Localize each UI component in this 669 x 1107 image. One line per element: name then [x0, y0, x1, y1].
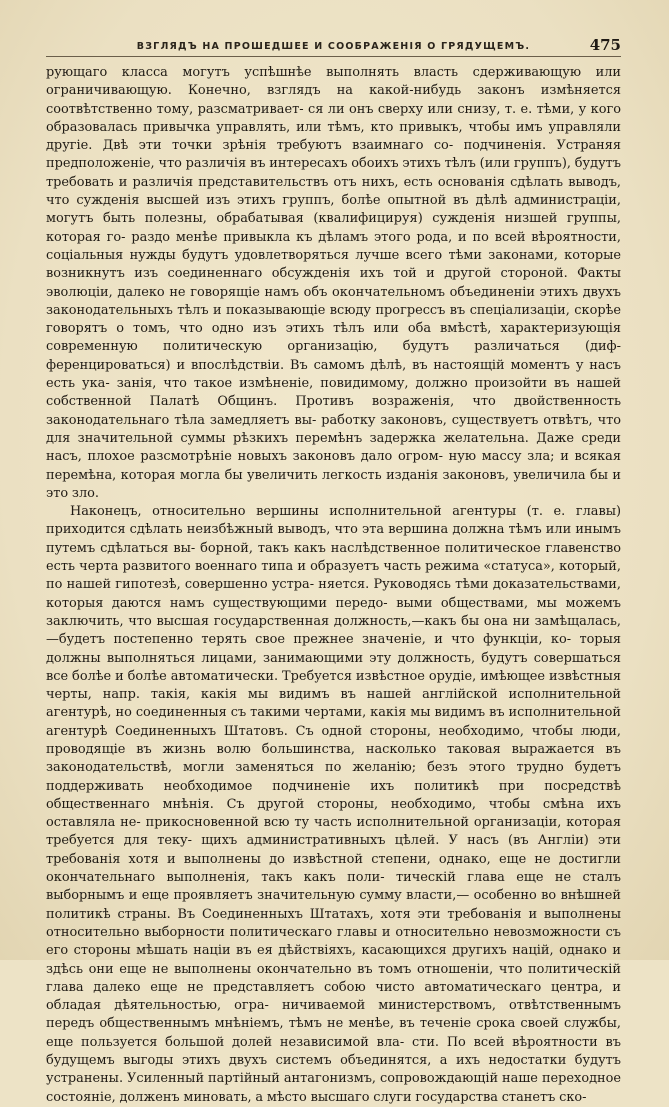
running-title: ВЗГЛЯДЪ НА ПРОШЕДШЕЕ И СООБРАЖЕНІЯ О ГРЯДУЩЕМЪ.: [136, 41, 531, 52]
page-number: 475: [589, 36, 621, 54]
paragraph-executive: Наконецъ, относительно вершины исполнительной агентуры (т. е. главы) приходится сдѣлать неизбѣжный выводъ, что эта вершина должна тѣмъ или инымъ путемъ сдѣлаться вы- борной, такъ какъ наслѣдственное политическое главенство есть черта развитого военнаго типа и образуетъ часть режима «статуса», который, по нашей гипотезѣ, совершенно устра- няется. Руководясь тѣми доказательствами, которыя даются намъ существующими передо- выми обществами, мы можемъ заключить, что высшая государственная должность,—какъ бы она ни замѣщалась,—будетъ постепенно терять свое прежнее значеніе, и что функціи, ко- торыя должны выполняться лицами, занимающими эту должность, будутъ совершаться все болѣе и болѣе автоматически. Требуется извѣстное орудіе, имѣющее извѣстныя черты, напр. такія, какія мы видимъ въ нашей англійской исполнительной агентурѣ, но соединенныя съ такими чертами, какія мы видимъ въ исполнительной агентурѣ Соединенныхъ Штатовъ. Съ одной стороны, необходимо, чтобы люди, проводящіе въ жизнь волю большинства, насколько таковая выражается въ законодательствѣ, могли заменяться по желанію; безъ этого трудно будетъ поддерживать необходимое подчиненіе ихъ политикѣ при посредствѣ общественнаго мнѣнія. Съ другой стороны, необходимо, чтобы смѣна ихъ оставляла не- прикосновенной всю ту часть исполнительной организаціи, которая требуется для теку- щихъ административныхъ цѣлей. У насъ (въ Англіи) эти требованія хотя и выполнены до извѣстной степени, однако, еще не достигли окончательнаго выполненія, такъ какъ поли- тическій глава еще не сталъ выборнымъ и еще проявляетъ значительную сумму власти,— особенно во внѣшней политикѣ страны. Въ Соединенныхъ Штатахъ, хотя эти требованія и выполнены относительно выборности политическаго главы и относительно невозможности съ его стороны мѣшать націи въ ея дѣйствіяхъ, касающихся другихъ націй, однако и здѣсь они еще не выполнены окончательно въ томъ отношеніи, что политическій глава далеко еще не представляетъ собою чисто автоматическаго центра, и обладая дѣятельностью, огра- ничиваемой министерствомъ, отвѣтственнымъ передъ общественнымъ мнѣніемъ, тѣмъ не менѣе, въ теченіе срока своей службы, еще пользуется большой долей независимой вла- сти. По всей вѣроятности въ будущемъ выгоды этихъ двухъ системъ объединятся, а ихъ недостатки будутъ устранены. Усиленный партійный антагонизмъ, сопровождающій наше переходное состояніе, долженъ миновать, а мѣсто высшаго слуги государства станетъ ско-: [46, 504, 621, 1105]
body-text: [46, 64, 621, 1107]
page-header: [46, 34, 621, 57]
paragraph-continued: рующаго класса могутъ успѣшнѣе выполнять власть сдерживающую или ограничивающую. Конечно, взглядъ на какой-нибудь законъ измѣняется соотвѣтственно тому, разсматривает- ся ли онъ сверху или снизу, т. е. тѣми, у кого образовалась привычка управлять, или тѣмъ, кто привыкъ, чтобы имъ управляли другіе. Двѣ эти точки зрѣнія требуютъ взаимнаго со- подчиненія. Устраняя предположеніе, что различія въ интересахъ обоихъ этихъ тѣлъ (или группъ), будутъ требовать и различія представительствъ отъ нихъ, есть основанія сдѣлать выводъ, что сужденія высшей изъ этихъ группъ, болѣе опытной въ дѣлѣ администраціи, могутъ быть полезны, обрабатывая (квалифицируя) сужденія низшей группы, которая го- раздо менѣе привыкла къ дѣламъ этого рода, и по всей вѣроятности, соціальныя нужды будутъ удовлетворяться лучше всего тѣми законами, которые возникнутъ изъ соединеннаго обсужденія ихъ той и другой стороной. Факты эволюціи, далеко не говорящіе намъ объ окончательномъ объединеніи этихъ двухъ законодательныхъ тѣлъ и показывающіе всюду прогрессъ въ спеціализаціи, скорѣе говорятъ о томъ, что одно изъ этихъ тѣлъ или оба вмѣстѣ, характеризующія современную политическую организацію, будутъ различаться (диф- ференцироваться) и впослѣдствіи. Въ самомъ дѣлѣ, въ настоящій моментъ у насъ есть ука- занія, что такое измѣненіе, повидимому, должно произойти въ нашей собственной Палатѣ Общинъ. Противъ возраженія, что двойственность законодательнаго тѣла замедляетъ вы- работку законовъ, существуетъ отвѣтъ, что для значительной суммы рѣзкихъ перемѣнъ задержка желательна. Даже среди насъ, плохое разсмотрѣніе новыхъ законовъ дало огром- ную массу зла; и всякая перемѣна, которая могла бы увеличить легкость изданія законовъ, увеличила бы и это зло.: [46, 65, 621, 501]
